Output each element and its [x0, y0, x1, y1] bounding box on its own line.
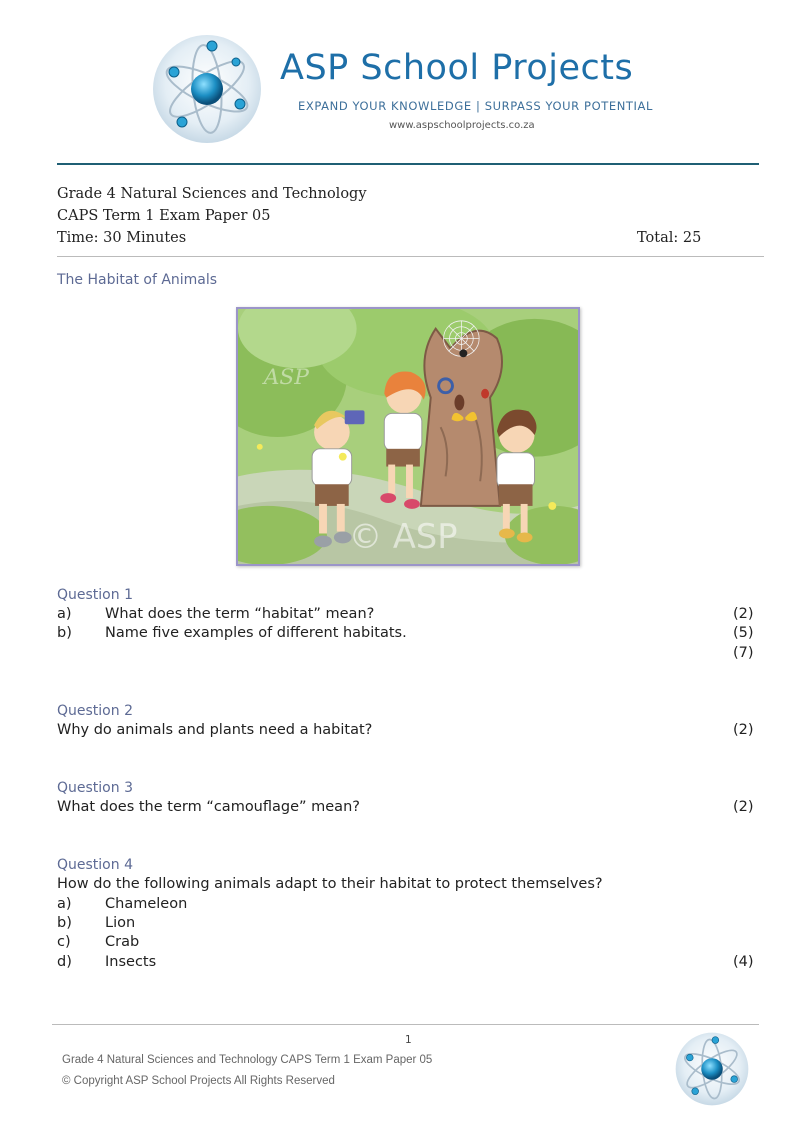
brand-title: ASP School Projects: [280, 48, 634, 88]
question-1-heading: Question 1: [57, 587, 133, 603]
question-3-heading: Question 3: [57, 780, 133, 796]
children-exploring-habitat-illustration: [236, 307, 580, 566]
question-4-text: How do the following animals adapt to their habitat to protect themselves?: [57, 876, 603, 892]
footer-divider: [52, 1024, 759, 1025]
question-1b-label: b): [57, 625, 72, 641]
question-4-mark: (4): [733, 954, 754, 970]
header-divider: [57, 163, 759, 165]
brand-url[interactable]: www.aspschoolprojects.co.za: [389, 120, 535, 131]
question-4a-label: a): [57, 896, 72, 912]
paper-time: Time: 30 Minutes: [57, 230, 187, 246]
info-divider: [57, 256, 764, 257]
brand-tagline: EXPAND YOUR KNOWLEDGE | SURPASS YOUR POTENTIAL: [298, 99, 654, 113]
question-4a-text: Chameleon: [105, 896, 188, 912]
question-2-heading: Question 2: [57, 703, 133, 719]
question-3-mark: (2): [733, 799, 754, 815]
atom-logo-icon: [152, 34, 262, 144]
question-1a-label: a): [57, 606, 72, 622]
question-4c-text: Crab: [105, 934, 140, 950]
page-number: 1: [405, 1034, 412, 1046]
question-4-heading: Question 4: [57, 857, 133, 873]
watermark-top: ASP: [263, 364, 309, 390]
question-1b-mark: (5): [733, 625, 754, 641]
question-1a-mark: (2): [733, 606, 754, 622]
watermark: © ASP: [348, 517, 458, 557]
question-1-total: (7): [733, 645, 754, 661]
paper-subject: Grade 4 Natural Sciences and Technology: [57, 186, 367, 202]
question-1b-text: Name five examples of different habitats.: [105, 625, 407, 641]
footer-copyright: © Copyright ASP School Projects All Rights Reserved: [62, 1075, 335, 1087]
footer-paper-title: Grade 4 Natural Sciences and Technology CAPS Term 1 Exam Paper 05: [62, 1054, 433, 1066]
footer-atom-logo-icon: [675, 1032, 749, 1106]
question-3-text: What does the term “camouflage” mean?: [57, 799, 360, 815]
question-4d-label: d): [57, 954, 72, 970]
question-2-mark: (2): [733, 722, 754, 738]
question-4b-label: b): [57, 915, 72, 931]
question-4c-label: c): [57, 934, 71, 950]
paper-total: Total: 25: [637, 230, 702, 246]
topic-heading: The Habitat of Animals: [57, 272, 218, 288]
paper-title: CAPS Term 1 Exam Paper 05: [57, 208, 271, 224]
question-4b-text: Lion: [105, 915, 136, 931]
question-4d-text: Insects: [105, 954, 157, 970]
question-2-text: Why do animals and plants need a habitat?: [57, 722, 373, 738]
question-1a-text: What does the term “habitat” mean?: [105, 606, 375, 622]
